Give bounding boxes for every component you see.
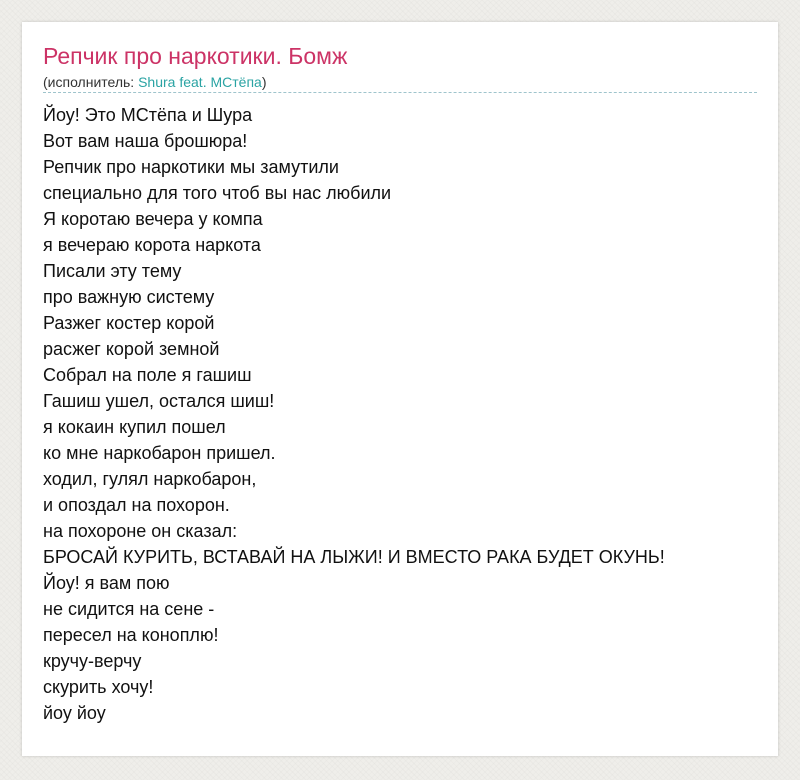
lyric-line: Вот вам наша брошюра! — [43, 131, 248, 151]
lyric-line: Йоу! Это МСтёпа и Шура — [43, 105, 253, 125]
lyric-line: БРОСАЙ КУРИТЬ, ВСТАВАЙ НА ЛЫЖИ! И ВМЕСТО РАКА БУДЕТ ОКУНЬ! — [43, 547, 665, 567]
byline-suffix: ) — [261, 74, 267, 90]
lyric-line: йоу йоу — [43, 703, 106, 723]
lyric-line: специально для того чтоб вы нас любили — [43, 183, 392, 203]
lyrics-card — [22, 22, 778, 756]
lyric-line: пересел на коноплю! — [43, 625, 219, 645]
lyric-line: Гашиш ушел, остался шиш! — [43, 391, 275, 411]
lyric-line: ходил, гулял наркобарон, — [43, 469, 257, 489]
lyric-line: ко мне наркобарон пришел. — [43, 443, 276, 463]
lyric-line: я вечераю корота наркота — [43, 235, 261, 255]
lyrics-text — [43, 102, 665, 726]
lyric-line: не сидится на сене - — [43, 599, 215, 619]
lyric-line: Собрал на поле я гашиш — [43, 365, 252, 385]
lyric-line: про важную систему — [43, 287, 215, 307]
lyric-line: на похороне он сказал: — [43, 521, 238, 541]
title-divider — [43, 92, 757, 93]
lyric-line: я кокаин купил пошел — [43, 417, 226, 437]
lyric-line: и опоздал на похорон. — [43, 495, 230, 515]
lyric-line: Разжег костер корой — [43, 313, 215, 333]
song-title: Репчик про наркотики. Бомж — [43, 43, 348, 69]
lyric-line: Писали эту тему — [43, 261, 182, 281]
byline-prefix: (исполнитель: — [43, 74, 139, 90]
lyric-line: скурить хочу! — [43, 677, 154, 697]
lyric-line: расжег корой земной — [43, 339, 220, 359]
lyric-line: кручу-верчу — [43, 651, 142, 671]
lyric-line: Я коротаю вечера у компа — [43, 209, 263, 229]
artist-link[interactable]: Shura feat. МСтёпа — [138, 74, 262, 90]
artist-byline — [43, 73, 266, 91]
lyric-line: Йоу! я вам пою — [43, 573, 170, 593]
lyric-line: Репчик про наркотики мы замутили — [43, 157, 339, 177]
